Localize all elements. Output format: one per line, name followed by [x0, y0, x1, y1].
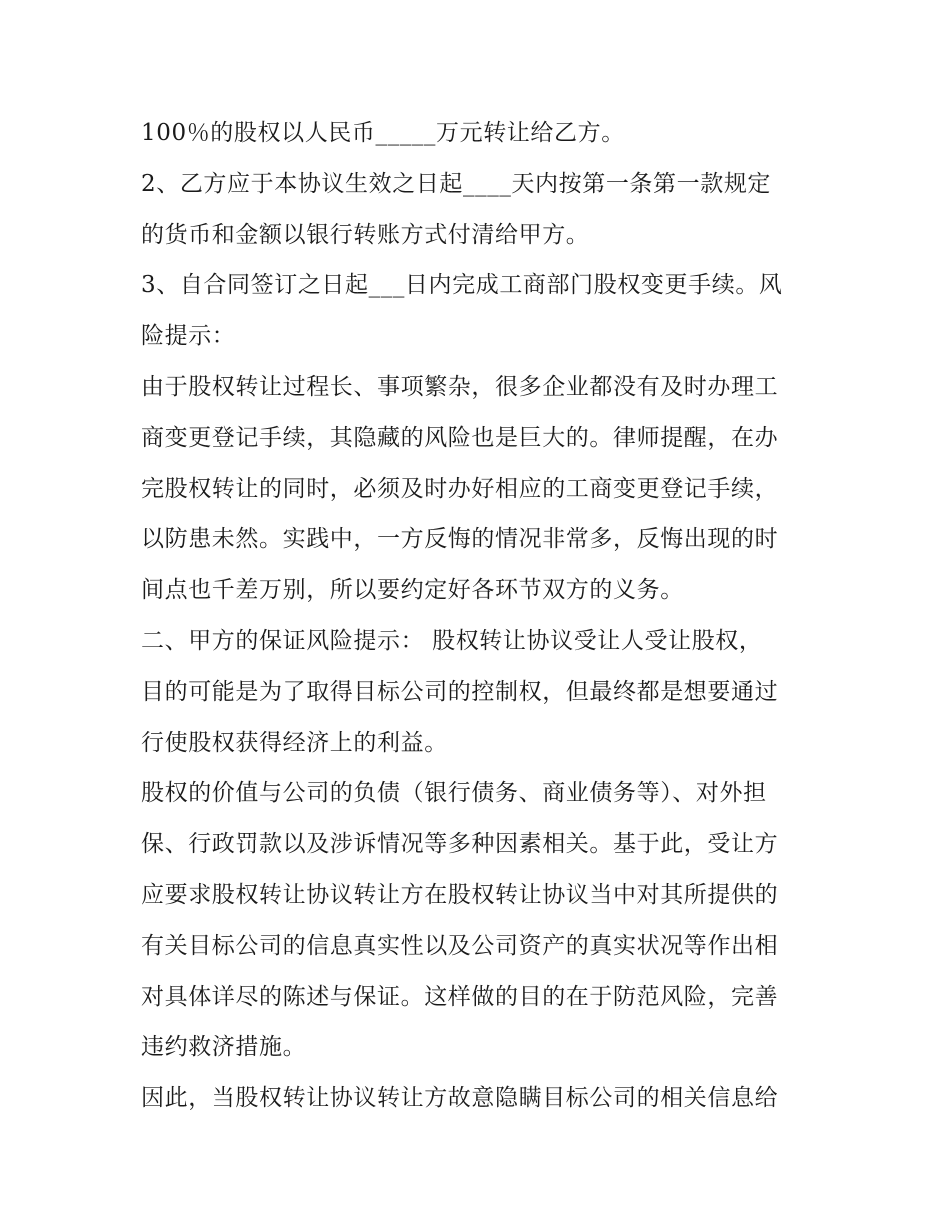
paragraph-risk-explanation: [141, 362, 821, 616]
paragraph-transfer-price: [141, 108, 821, 159]
text-line: 3、自合同签订之日起___日内完成工商部门股权变更手续。风: [141, 272, 783, 299]
paragraph-party-a-warranty: [141, 616, 821, 768]
paragraph-equity-value: [141, 768, 821, 1073]
text-line: 险提示：: [141, 323, 236, 350]
text-line: 以防患未然。实践中，一方反悔的情况非常多，反悔出现的时: [141, 526, 779, 553]
text-line: 股权的价值与公司的负债（银行债务、商业债务等）、对外担: [141, 780, 767, 807]
text-line: 有关目标公司的信息真实性以及公司资产的真实状况等作出相: [141, 932, 779, 959]
text-line: 100％的股权以人民币_____万元转让给乙方。: [141, 120, 625, 146]
text-line: 2、乙方应于本协议生效之日起____天内按第一条第一款规定: [141, 170, 772, 197]
text-line: 完股权转让的同时，必须及时办好相应的工商变更登记手续，: [141, 475, 779, 502]
text-line: 二、甲方的保证风险提示： 股权转让协议受让人受让股权，: [141, 627, 763, 654]
text-line: 行使股权获得经济上的利益。: [141, 729, 448, 756]
text-line: 保、行政罚款以及涉诉情况等多种因素相关。基于此，受让方: [141, 831, 779, 858]
text-line: 对具体详尽的陈述与保证。这样做的目的在于防范风险，完善: [141, 983, 779, 1010]
text-line: 违约救济措施。: [141, 1034, 307, 1061]
text-line: 因此，当股权转让协议转让方故意隐瞒目标公司的相关信息给: [141, 1085, 779, 1112]
paragraph-registration-change: [141, 260, 821, 362]
text-line: 间点也千差万别，所以要约定好各环节双方的义务。: [141, 577, 684, 604]
paragraph-payment-term: [141, 159, 821, 261]
text-line: 的货币和金额以银行转账方式付清给甲方。: [141, 221, 590, 248]
text-line: 由于股权转让过程长、事项繁杂，很多企业都没有及时办理工: [141, 373, 779, 400]
text-line: 应要求股权转让协议转让方在股权转让协议当中对其所提供的: [141, 881, 779, 908]
paragraph-concealment: [141, 1073, 821, 1124]
text-line: 商变更登记手续，其隐藏的风险也是巨大的。律师提醒，在办: [141, 424, 779, 451]
text-line: 目的可能是为了取得目标公司的控制权，但最终都是想要通过: [141, 678, 779, 705]
document-body: [141, 108, 821, 1124]
